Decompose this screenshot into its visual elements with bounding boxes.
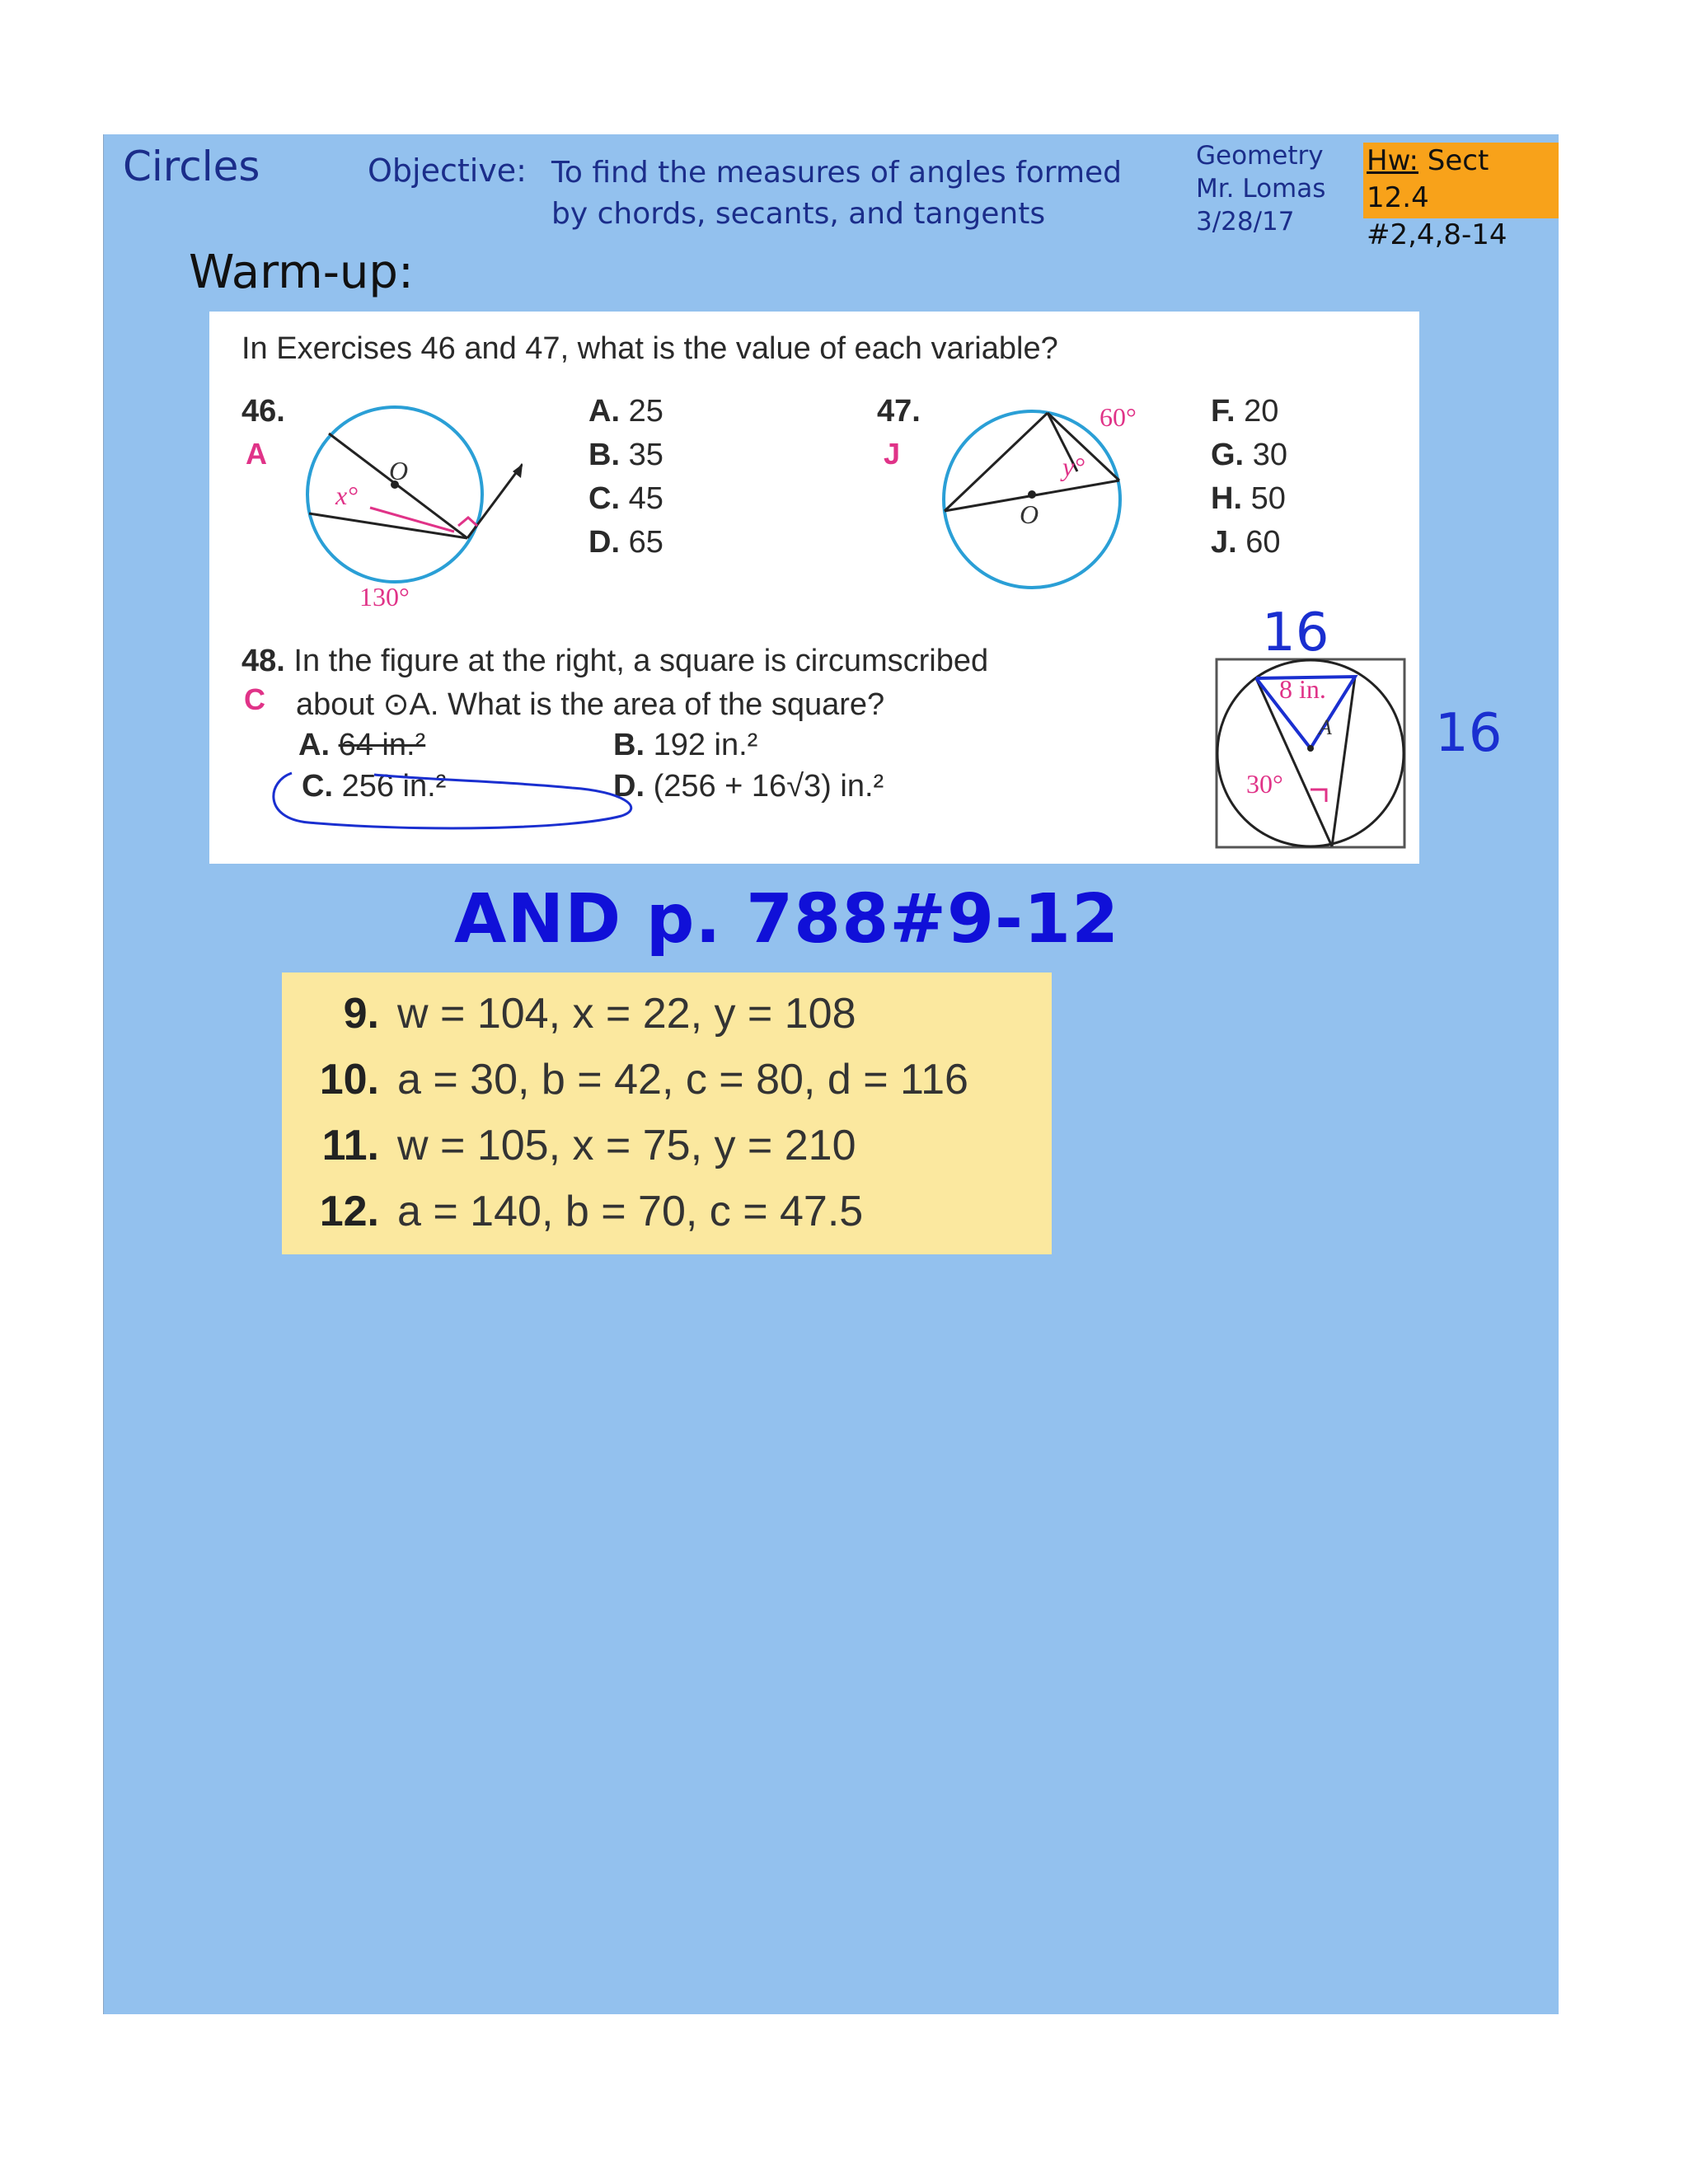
exercise-47-center-label: O bbox=[1020, 499, 1039, 529]
choice-46-c: C. 45 bbox=[588, 481, 663, 516]
page-title: Circles bbox=[123, 143, 260, 190]
handwritten-16-top: 16 bbox=[1262, 602, 1329, 663]
exercise-47-var-label: y° bbox=[1062, 452, 1085, 481]
choice-46-b: B. 35 bbox=[588, 438, 663, 472]
answers-box bbox=[282, 972, 1052, 1254]
answer-row: 12. a = 140, b = 70, c = 47.5 bbox=[319, 1188, 864, 1235]
answer-row: 11. w = 105, x = 75, y = 210 bbox=[321, 1122, 856, 1169]
warmup-intro: In Exercises 46 and 47, what is the value of each variable? bbox=[241, 331, 1058, 366]
exercise-46-center-label: O bbox=[389, 456, 409, 485]
circle-46 bbox=[307, 407, 482, 582]
exercise-46-choices bbox=[588, 390, 663, 565]
exercise-48-line-1: In the figure at the right, a square is circumscribed bbox=[293, 644, 989, 678]
teacher-name: Mr. Lomas bbox=[1196, 174, 1326, 204]
right-angle-mark-48 bbox=[1311, 790, 1326, 802]
chord-46 bbox=[309, 513, 467, 538]
exercise-47-number: 47. bbox=[877, 394, 921, 429]
exercise-48-answer-mark: C bbox=[244, 682, 265, 716]
homework-box bbox=[1363, 143, 1559, 251]
choice-47-h: H. 50 bbox=[1211, 481, 1286, 516]
objective-label: Objective: bbox=[368, 152, 527, 189]
center-point-48 bbox=[1307, 745, 1314, 752]
exercise-47-choices bbox=[1211, 390, 1287, 565]
side-48-c bbox=[1332, 677, 1355, 846]
exercise-48-angle-label: 30° bbox=[1246, 769, 1283, 799]
exercise-46-answer-mark: A bbox=[246, 437, 267, 471]
right-angle-mark-46 bbox=[458, 518, 477, 526]
homework-label: Hw: bbox=[1367, 144, 1418, 177]
choice-47-f: F. 20 bbox=[1211, 394, 1279, 429]
choice-47-j: J. 60 bbox=[1211, 525, 1281, 560]
answer-row: 9. w = 104, x = 22, y = 108 bbox=[343, 990, 856, 1038]
lesson-date: 3/28/17 bbox=[1196, 207, 1295, 237]
warmup-card bbox=[209, 312, 1419, 864]
choice-48-c: C. 256 in.² bbox=[302, 769, 447, 804]
exercise-47-arc-label: 60° bbox=[1100, 402, 1137, 432]
handwritten-16-right: 16 bbox=[1435, 703, 1503, 764]
choice-47-g: G. 30 bbox=[1211, 438, 1287, 472]
choice-46-a: A. 25 bbox=[588, 394, 663, 429]
choice-48-b: B. 192 in.² bbox=[613, 728, 758, 762]
extra-assignment-heading: AND p. 788#9-12 bbox=[454, 880, 1120, 958]
exercise-47-answer-mark: J bbox=[884, 437, 901, 471]
exercise-46-arc-label: 130° bbox=[359, 582, 410, 612]
handwritten-answer-circle bbox=[259, 740, 819, 831]
slide-canvas bbox=[103, 134, 1559, 2014]
homework-problems: #2,4,8-14 bbox=[1367, 218, 1507, 251]
choice-48-d: D. (256 + 16√3) in.² bbox=[613, 769, 884, 804]
exercise-46-var-label: x° bbox=[335, 480, 358, 510]
homework-section: Sect 12.4 bbox=[1367, 144, 1489, 214]
objective-line-1: To find the measures of angles formed bbox=[551, 156, 1123, 190]
exercise-48-side-label: 8 in. bbox=[1279, 674, 1326, 704]
objective-text bbox=[551, 152, 1122, 235]
tangent-46 bbox=[467, 464, 523, 538]
center-point-47 bbox=[1028, 490, 1036, 499]
course-name: Geometry bbox=[1196, 141, 1324, 171]
choice-46-d: D. 65 bbox=[588, 525, 663, 560]
exercise-48-line-2: about ⊙A. What is the area of the square? bbox=[296, 687, 885, 722]
answer-row: 10. a = 30, b = 42, c = 80, d = 116 bbox=[319, 1056, 968, 1104]
exercise-46-number: 46. bbox=[241, 394, 285, 429]
warmup-heading: Warm-up: bbox=[189, 246, 414, 299]
course-info bbox=[1196, 139, 1325, 238]
objective-line-2: by chords, secants, and tangents bbox=[551, 197, 1046, 231]
exercise-48-number: 48. bbox=[241, 644, 285, 678]
choice-48-a: A. 64 in.² bbox=[298, 728, 426, 762]
exercise-48-question bbox=[241, 640, 988, 727]
exercise-48-center-label: A bbox=[1319, 715, 1332, 739]
